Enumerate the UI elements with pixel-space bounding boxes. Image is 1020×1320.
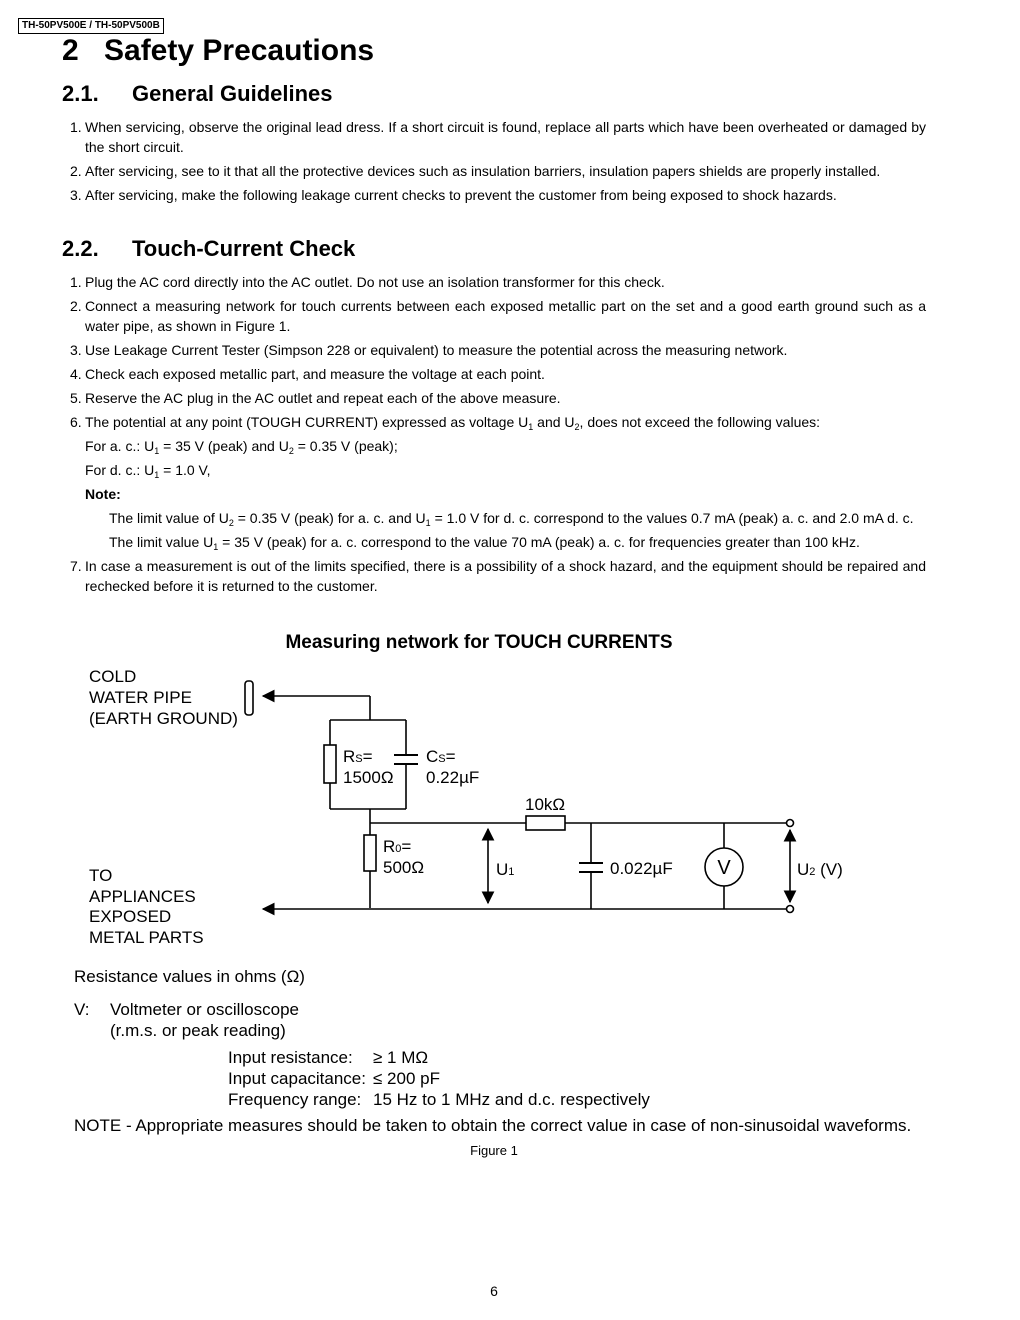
- list-item: [62, 161, 926, 181]
- resistor-r0: [364, 835, 376, 871]
- u2-label: U2 (V): [797, 860, 843, 879]
- svg-text:APPLIANCES: APPLIANCES: [89, 887, 196, 906]
- measuring-network-diagram: [60, 625, 940, 1135]
- component-labels: [343, 747, 843, 879]
- list-item: [62, 388, 926, 408]
- item-text: Check each exposed metallic part, and measure the voltage at each point.: [85, 366, 545, 382]
- resistor-10k: [526, 816, 565, 830]
- item-number: 1.: [70, 274, 82, 290]
- item-text: In case a measurement is out of the limits specified, there is a possibility of a shock hazard, and the equipment should be repaired and rechecked before it is returned to the customer.: [85, 558, 926, 594]
- item-text: Connect a measuring network for touch currents between each exposed metallic part on the set and a good earth ground such as a water pipe, as shown in Figure 1.: [85, 298, 926, 334]
- list-item: [62, 185, 926, 205]
- item-text: The potential at any point (TOUGH CURRENT) expressed as voltage $U_1$ and $U_2$, does not exceed the following values:: [85, 414, 821, 432]
- item-number: 4.: [70, 366, 82, 382]
- resistor-rs: [324, 745, 336, 783]
- ac-limit-line: For a. c.: $U_1 = 35$ V (peak) and $U_2 = 0.35$ V (peak);: [85, 438, 398, 456]
- figure-caption: Figure 1: [470, 1143, 518, 1158]
- item-number: 3.: [70, 342, 82, 358]
- svg-text:TO: TO: [89, 866, 113, 885]
- legend-text: [74, 967, 911, 1135]
- svg-text:METAL PARTS: METAL PARTS: [89, 928, 204, 947]
- list-item: [62, 364, 926, 384]
- r0-value: 500Ω: [383, 858, 425, 877]
- list-item: [62, 556, 926, 596]
- svg-text:(EARTH GROUND): (EARTH GROUND): [89, 709, 238, 728]
- spec-label: Input resistance:: [228, 1048, 353, 1067]
- resistance-note: Resistance values in ohms (Ω): [74, 967, 305, 986]
- svg-text:COLD: COLD: [89, 667, 137, 686]
- spec-label: Input capacitance:: [228, 1069, 366, 1088]
- u1-label: U1: [496, 860, 515, 879]
- subsection-touch-title: [62, 236, 355, 262]
- note-label: Note:: [85, 486, 121, 502]
- subsection-touch-text: Touch-Current Check: [132, 236, 356, 261]
- spec-value: ≥ 1 MΩ: [373, 1048, 429, 1067]
- item-number: 6.: [70, 414, 82, 430]
- rs-label: RS=: [343, 747, 373, 766]
- list-item: [62, 272, 926, 292]
- item-text: Use Leakage Current Tester (Simpson 228 or equivalent) to measure the potential across the measuring network.: [85, 342, 788, 358]
- cs-label: CS=: [426, 747, 456, 766]
- spec-label: Frequency range:: [228, 1090, 362, 1109]
- cold-water-pipe-label: [89, 667, 238, 728]
- resistor-10k-label: 10kΩ: [525, 795, 566, 814]
- rs-value: 1500Ω: [343, 768, 394, 787]
- spec-value: 15 Hz to 1 MHz and d.c. respectively: [373, 1090, 650, 1109]
- item-number: 2.: [70, 298, 82, 314]
- subsection-general-title: [62, 81, 333, 107]
- diagram-title: Measuring network for TOUCH CURRENTS: [285, 632, 673, 653]
- subsection-touch-number: 2.2.: [62, 236, 99, 261]
- section-title: [62, 34, 374, 68]
- item-text: After servicing, see to it that all the protective devices such as insulation barriers, insulation papers shields are properly installed.: [85, 163, 881, 179]
- list-item: [62, 412, 926, 432]
- diagram-note: NOTE - Appropriate measures should be taken to obtain the correct value in case of non-sinusoidal waveforms.: [74, 1116, 912, 1135]
- list-item: [62, 117, 926, 157]
- svg-text:EXPOSED: EXPOSED: [89, 907, 172, 926]
- capacitor-value: 0.022µF: [610, 859, 673, 878]
- list-item: [62, 296, 926, 336]
- item-number: 2.: [70, 163, 82, 179]
- section-number: 2: [62, 34, 79, 67]
- touch-current-list: [62, 272, 926, 600]
- item-text: After servicing, make the following leakage current checks to prevent the customer from being exposed to shock hazards.: [85, 187, 837, 203]
- dc-limit-line: For d. c.: $U_1 = 1.0$ V,: [85, 462, 211, 480]
- v-label: V:: [74, 1000, 90, 1019]
- v-description-2: (r.m.s. or peak reading): [110, 1021, 286, 1040]
- water-pipe-terminal: [245, 681, 253, 715]
- appliances-label: [89, 866, 204, 947]
- r0-label: R0=: [383, 837, 412, 856]
- voltmeter-label: V: [717, 857, 731, 879]
- model-number-tag: TH-50PV500E / TH-50PV500B: [18, 18, 164, 34]
- section-title-text: Safety Precautions: [104, 34, 375, 67]
- circuit-wires: [245, 681, 794, 913]
- item-number: 5.: [70, 390, 82, 406]
- v-description: Voltmeter or oscilloscope: [110, 1000, 299, 1019]
- svg-text:WATER PIPE: WATER PIPE: [89, 688, 192, 707]
- item-number: 3.: [70, 187, 82, 203]
- subsection-general-text: General Guidelines: [132, 81, 333, 106]
- item-number: 1.: [70, 119, 82, 135]
- note-paragraph: The limit value $U_1 = 35$ V (peak) for a. c. correspond to the value 70 mA (peak) a. c. for frequencies greater than 100 kHz.: [109, 534, 860, 552]
- cs-value: 0.22µF: [426, 768, 480, 787]
- note-paragraph: The limit value of $U_2 = 0.35$ V (peak) for a. c. and $U_1 = 1.0$ V for d. c. correspond to the values 0.7 mA (peak) a. c. and 2.0 mA d. c.: [109, 510, 914, 528]
- general-guidelines-list: [62, 117, 926, 209]
- subsection-general-number: 2.1.: [62, 81, 99, 106]
- item-text: Reserve the AC plug in the AC outlet and repeat each of the above measure.: [85, 390, 561, 406]
- item-text: Plug the AC cord directly into the AC outlet. Do not use an isolation transformer for this check.: [85, 274, 665, 290]
- spec-value: ≤ 200 pF: [373, 1069, 440, 1088]
- item-number: 7.: [70, 558, 82, 574]
- page-number: 6: [490, 1283, 498, 1299]
- list-item: [62, 340, 926, 360]
- item-text: When servicing, observe the original lead dress. If a short circuit is found, replace all parts which have been overheated or damaged by the short circuit.: [85, 119, 926, 155]
